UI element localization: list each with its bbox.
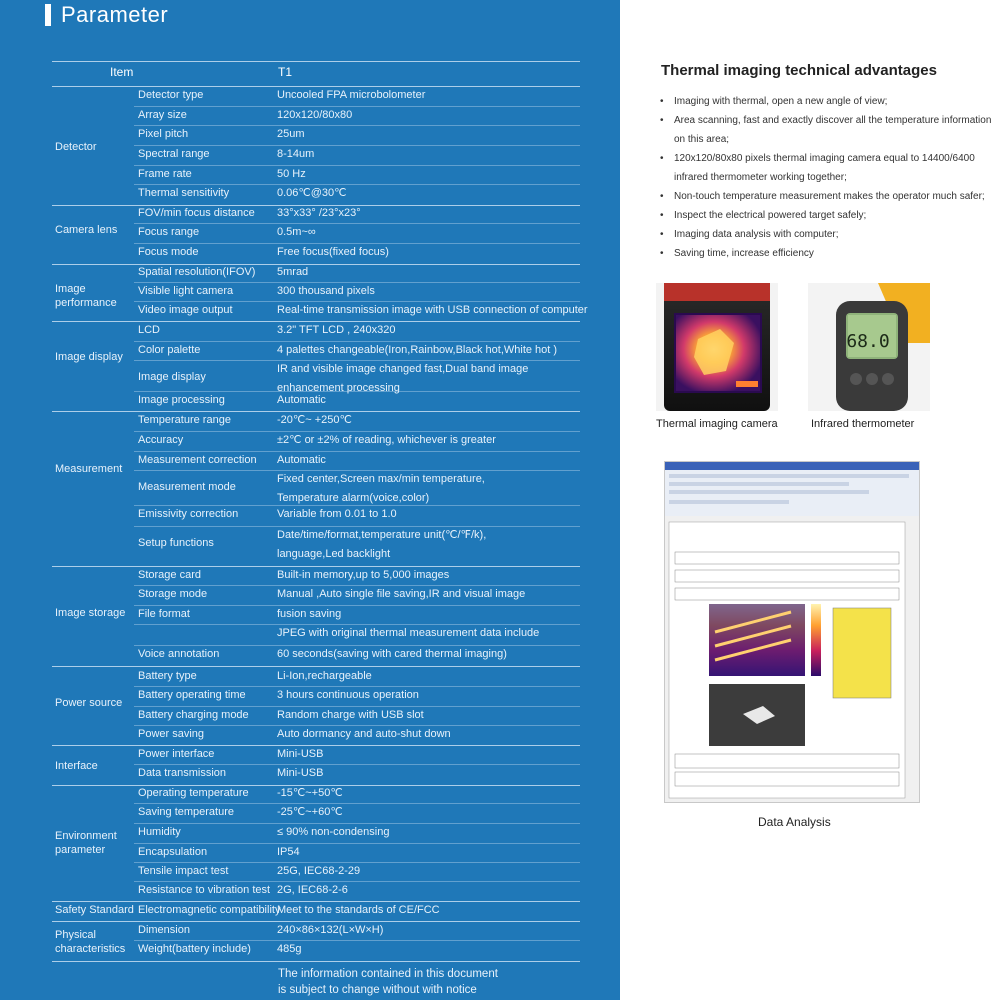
param-value: 33°x33° /23°x23° bbox=[277, 207, 361, 219]
param-label: Dimension bbox=[138, 924, 190, 936]
param-label: Weight(battery include) bbox=[138, 943, 251, 955]
param-label: Video image output bbox=[138, 304, 233, 316]
thermometer-reading: 68.0 bbox=[846, 331, 890, 352]
param-value: 8-14um bbox=[277, 148, 315, 160]
advantages-list bbox=[660, 92, 995, 263]
group-label: Image storage bbox=[55, 607, 126, 619]
param-label: Emissivity correction bbox=[138, 508, 239, 520]
advantage-item: • Saving time, increase efficiency bbox=[660, 244, 995, 263]
param-label: Power interface bbox=[138, 748, 215, 760]
param-value: Meet to the standards of CE/FCC bbox=[277, 904, 440, 916]
param-label: Encapsulation bbox=[138, 846, 208, 858]
param-value: 0.06℃@30℃ bbox=[277, 187, 347, 199]
advantage-item: • Inspect the electrical powered target safely; bbox=[660, 206, 995, 225]
param-label: Detector type bbox=[138, 89, 204, 101]
param-value: Fixed center,Screen max/min temperature, Temperature alarm(voice,color) bbox=[277, 473, 485, 504]
row-divider bbox=[134, 391, 580, 392]
row-divider bbox=[134, 940, 580, 941]
header-item: Item bbox=[110, 65, 134, 79]
param-label: File format bbox=[138, 608, 190, 620]
param-value: 240×86×132(L×W×H) bbox=[277, 924, 384, 936]
param-label: Color palette bbox=[138, 344, 201, 356]
param-value: -25℃~+60℃ bbox=[277, 806, 343, 818]
data-analysis-screenshot bbox=[664, 461, 920, 803]
param-value: Random charge with USB slot bbox=[277, 709, 424, 721]
group-label: Safety Standard bbox=[55, 904, 134, 916]
row-divider bbox=[134, 881, 580, 882]
param-value: 120x120/80x80 bbox=[277, 109, 353, 121]
param-value: Mini-USB bbox=[277, 748, 324, 760]
param-label: Frame rate bbox=[138, 168, 192, 180]
disclaimer: The information contained in this document is subject to change without with notice bbox=[278, 968, 498, 996]
param-value: IP54 bbox=[277, 846, 300, 858]
param-value: Automatic bbox=[277, 454, 326, 466]
infrared-thermometer-photo bbox=[808, 283, 930, 411]
param-value: 2G, IEC68-2-6 bbox=[277, 884, 348, 896]
section-title bbox=[45, 2, 168, 28]
infrared-thermometer-caption: Infrared thermometer bbox=[811, 418, 915, 430]
row-divider bbox=[134, 125, 580, 126]
group-label: Interface bbox=[55, 760, 98, 772]
param-value: 25um bbox=[277, 128, 305, 140]
param-label: Electromagnetic compatibility bbox=[138, 904, 281, 916]
title-marker bbox=[45, 4, 51, 26]
group-label: Image performance bbox=[55, 283, 117, 309]
param-value: Free focus(fixed focus) bbox=[277, 246, 389, 258]
param-label: Spectral range bbox=[138, 148, 210, 160]
param-label: Battery operating time bbox=[138, 689, 246, 701]
param-value: 300 thousand pixels bbox=[277, 285, 375, 297]
param-value: Automatic bbox=[277, 394, 326, 406]
spec-table-header bbox=[52, 62, 580, 82]
header-divider bbox=[52, 61, 580, 62]
param-label: Focus range bbox=[138, 226, 200, 238]
param-label: Resistance to vibration test bbox=[138, 884, 271, 896]
group-label: Physical characteristics bbox=[55, 929, 126, 955]
param-value: Built-in memory,up to 5,000 images bbox=[277, 569, 450, 581]
param-label: Temperature range bbox=[138, 414, 231, 426]
param-label: Operating temperature bbox=[138, 787, 249, 799]
param-value: Date/time/format,temperature unit(℃/℉/k), language,Led backlight bbox=[277, 529, 487, 560]
advantages-title: Thermal imaging technical advantages bbox=[661, 62, 937, 79]
param-value: 50 Hz bbox=[277, 168, 306, 180]
advantage-item: • 120x120/80x80 pixels thermal imaging camera equal to 14400/6400 infrared thermometer working together; bbox=[660, 149, 995, 187]
param-value: ±2℃ or ±2% of reading, whichever is greater bbox=[277, 434, 496, 446]
param-value: 3.2" TFT LCD , 240x320 bbox=[277, 324, 396, 336]
param-label: Image processing bbox=[138, 394, 225, 406]
param-value: JPEG with original thermal measurement data include bbox=[277, 627, 540, 639]
param-label: Measurement mode bbox=[138, 481, 236, 493]
param-label: Voice annotation bbox=[138, 648, 220, 660]
group-label: Environment parameter bbox=[55, 830, 117, 856]
group-divider bbox=[52, 264, 580, 265]
page-title: Parameter bbox=[61, 2, 169, 27]
param-value: 25G, IEC68-2-29 bbox=[277, 865, 361, 877]
param-label: Storage mode bbox=[138, 588, 208, 600]
row-divider bbox=[134, 451, 580, 452]
param-label: Thermal sensitivity bbox=[138, 187, 230, 199]
param-label: Accuracy bbox=[138, 434, 184, 446]
param-label: Humidity bbox=[138, 826, 181, 838]
param-label: Setup functions bbox=[138, 537, 214, 549]
param-value: 5mrad bbox=[277, 266, 309, 278]
row-divider bbox=[134, 605, 580, 606]
row-divider bbox=[134, 184, 580, 185]
param-value: 485g bbox=[277, 943, 302, 955]
advantage-item: • Non-touch temperature measurement makes the operator much safer; bbox=[660, 187, 995, 206]
param-value: Real-time transmission image with USB connection of computer bbox=[277, 304, 588, 316]
param-value: ≤ 90% non-condensing bbox=[277, 826, 390, 838]
group-label: Camera lens bbox=[55, 224, 118, 236]
param-label: Saving temperature bbox=[138, 806, 234, 818]
param-value: Variable from 0.01 to 1.0 bbox=[277, 508, 397, 520]
param-value: Manual ,Auto single file saving,IR and visual image bbox=[277, 588, 526, 600]
row-divider bbox=[134, 803, 580, 804]
param-value: Mini-USB bbox=[277, 767, 324, 779]
param-label: Focus mode bbox=[138, 246, 199, 258]
data-analysis-caption: Data Analysis bbox=[758, 815, 831, 829]
param-label: Spatial resolution(IFOV) bbox=[138, 266, 256, 278]
thermal-camera-caption: Thermal imaging camera bbox=[656, 418, 778, 430]
param-value: -20℃~ +250℃ bbox=[277, 414, 352, 426]
param-label: FOV/min focus distance bbox=[138, 207, 255, 219]
row-divider bbox=[134, 106, 580, 107]
param-label: Storage card bbox=[138, 569, 201, 581]
param-value: IR and visible image changed fast,Dual band image enhancement processing bbox=[277, 363, 529, 394]
param-label: Image display bbox=[138, 371, 206, 383]
param-label: Visible light camera bbox=[138, 285, 234, 297]
param-label: Measurement correction bbox=[138, 454, 257, 466]
group-label: Detector bbox=[55, 141, 97, 153]
param-label: Battery charging mode bbox=[138, 709, 249, 721]
param-value: -15℃~+50℃ bbox=[277, 787, 343, 799]
param-label: Pixel pitch bbox=[138, 128, 189, 140]
row-divider bbox=[134, 223, 580, 224]
advantage-item: • Imaging with thermal, open a new angle of view; bbox=[660, 92, 995, 111]
param-label: Power saving bbox=[138, 728, 205, 740]
param-value: 4 palettes changeable(Iron,Rainbow,Black hot,White hot ) bbox=[277, 344, 558, 356]
param-value: 0.5m~∞ bbox=[277, 226, 316, 238]
group-label: Power source bbox=[55, 697, 123, 709]
thermal-camera-photo bbox=[656, 283, 778, 411]
header-model: T1 bbox=[278, 65, 293, 79]
group-label: Measurement bbox=[55, 463, 123, 475]
param-label: LCD bbox=[138, 324, 161, 336]
row-divider bbox=[134, 165, 580, 166]
param-value: 3 hours continuous operation bbox=[277, 689, 419, 701]
param-label: Data transmission bbox=[138, 767, 227, 779]
param-value: fusion saving bbox=[277, 608, 342, 620]
param-label: Battery type bbox=[138, 670, 197, 682]
group-divider bbox=[52, 961, 580, 962]
param-value: 60 seconds(saving with cared thermal imaging) bbox=[277, 648, 507, 660]
param-value: Li-Ion,rechargeable bbox=[277, 670, 372, 682]
advantage-item: • Imaging data analysis with computer; bbox=[660, 225, 995, 244]
row-divider bbox=[134, 764, 580, 765]
advantage-item: • Area scanning, fast and exactly discover all the temperature information on this area; bbox=[660, 111, 995, 149]
group-label: Image display bbox=[55, 351, 123, 363]
param-label: Tensile impact test bbox=[138, 865, 229, 877]
param-value: Uncooled FPA microbolometer bbox=[277, 89, 426, 101]
param-value: Auto dormancy and auto-shut down bbox=[277, 728, 451, 740]
param-label: Array size bbox=[138, 109, 187, 121]
row-divider bbox=[134, 843, 580, 844]
row-divider bbox=[134, 145, 580, 146]
